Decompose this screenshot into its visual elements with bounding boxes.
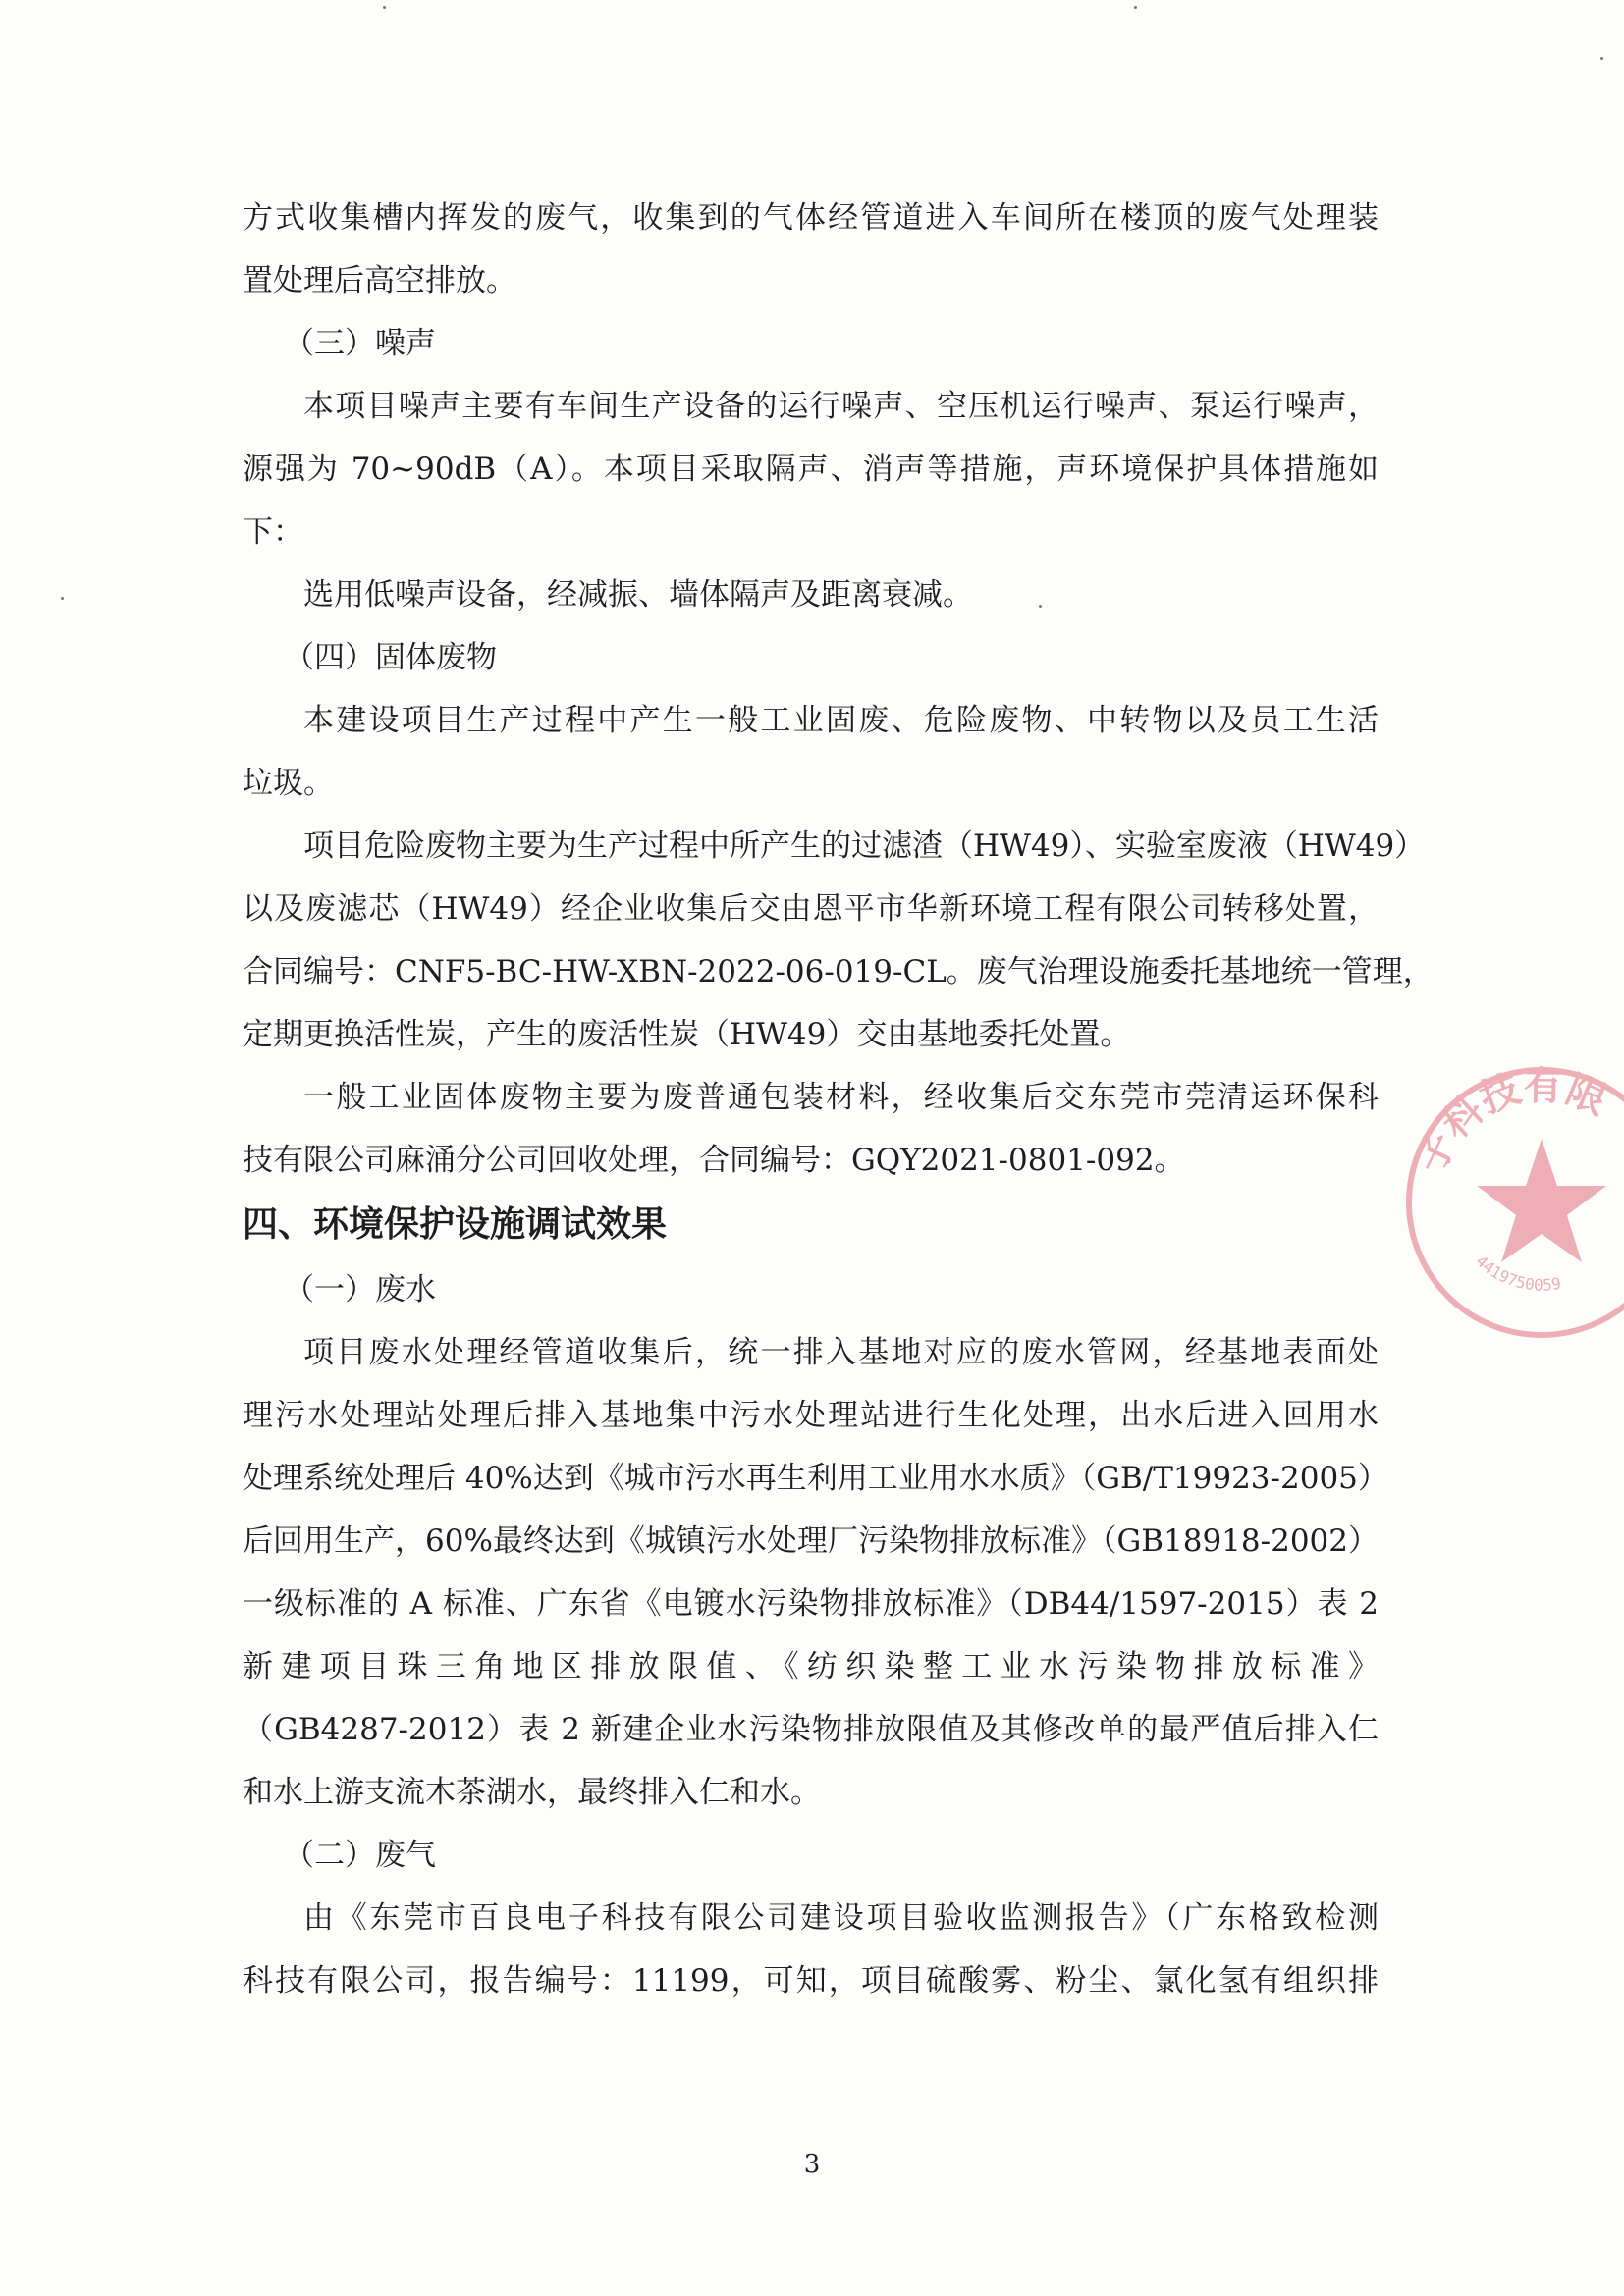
- page-number: 3: [803, 2150, 821, 2179]
- text-line: 处理系统处理后 40%达到《城市污水再生利用工业用水水质》（GB/T19923-2005）: [243, 1461, 1388, 1496]
- text-line: 下：: [243, 514, 303, 550]
- scan-speck: [1134, 6, 1137, 9]
- seal-code-text: 4419750059: [1472, 1252, 1563, 1295]
- subsection-heading: （一）废水: [284, 1272, 436, 1308]
- text-line: 项目废水处理经管道收集后，统一排入基地对应的废水管网，经基地表面处: [303, 1335, 1379, 1370]
- scan-speck: [61, 597, 64, 600]
- text-line: 置处理后高空排放。: [243, 263, 516, 298]
- section-heading: 四、环境保护设施调试效果: [243, 1204, 668, 1245]
- document-body: [243, 187, 1434, 2012]
- text-line: 由《东莞市百良电子科技有限公司建设项目验收监测报告》（广东格致检测: [303, 1900, 1379, 1936]
- text-line: （GB4287-2012）表 2 新建企业水污染物排放限值及其修改单的最严值后排入仁: [243, 1712, 1379, 1747]
- text-line: 源强为 70~90dB（A）。本项目采取隔声、消声等措施，声环境保护具体措施如: [243, 452, 1379, 487]
- subsection-heading: （四）固体废物: [284, 640, 497, 675]
- text-line: 本建设项目生产过程中产生一般工业固废、危险废物、中转物以及员工生活: [303, 703, 1379, 738]
- text-line: 本项目噪声主要有车间生产设备的运行噪声、空压机运行噪声、泵运行噪声，: [303, 389, 1379, 424]
- seal-top-text: 子科技有限: [1407, 1062, 1614, 1181]
- text-line: 以及废滤芯（HW49）经企业收集后交由恩平市华新环境工程有限公司转移处置，: [243, 891, 1379, 927]
- text-line: 一般工业固体废物主要为废普通包装材料，经收集后交东莞市莞清运环保科: [303, 1080, 1379, 1115]
- scan-speck: [383, 6, 386, 9]
- seal-star-icon: [1477, 1139, 1606, 1262]
- text-line: 选用低噪声设备，经减振、墙体隔声及距离衰减。: [303, 577, 973, 613]
- scan-speck: [1600, 57, 1603, 60]
- text-line: 方式收集槽内挥发的废气，收集到的气体经管道进入车间所在楼顶的废气处理装: [243, 200, 1379, 236]
- scan-speck: [1039, 605, 1042, 608]
- text-line: 项目危险废物主要为生产过程中所产生的过滤渣（HW49）、实验室废液（HW49）: [303, 828, 1426, 864]
- text-line: 和水上游支流木茶湖水，最终排入仁和水。: [243, 1775, 821, 1810]
- subsection-heading: （二）废气: [284, 1838, 436, 1873]
- text-line: 理污水处理站处理后排入基地集中污水处理站进行生化处理，出水后进入回用水: [243, 1398, 1379, 1433]
- subsection-heading: （三）噪声: [284, 326, 436, 361]
- company-seal: [1394, 1055, 1624, 1350]
- text-line: 科技有限公司，报告编号：11199，可知，项目硫酸雾、粉尘、氯化氢有组织排: [243, 1963, 1379, 1999]
- text-line: 新建项目珠三角地区排放限值、《纺织染整工业水污染物排放标准》: [243, 1649, 1379, 1684]
- text-line: 合同编号：CNF5-BC-HW-XBN-2022-06-019-CL。废气治理设施委托基地统一管理，: [243, 954, 1434, 989]
- text-line: 定期更换活性炭，产生的废活性炭（HW49）交由基地委托处置。: [243, 1017, 1131, 1052]
- text-line: 一级标准的 A 标准、广东省《电镀水污染物排放标准》（DB44/1597-2015）表 2: [243, 1586, 1379, 1622]
- text-line: 后回用生产，60%最终达到《城镇污水处理厂污染物排放标准》（GB18918-2002）: [243, 1523, 1379, 1559]
- text-line: 技有限公司麻涌分公司回收处理，合同编号：GQY2021-0801-092。: [243, 1143, 1185, 1178]
- text-line: 垃圾。: [243, 766, 334, 801]
- paragraph-lines: [243, 187, 1434, 2012]
